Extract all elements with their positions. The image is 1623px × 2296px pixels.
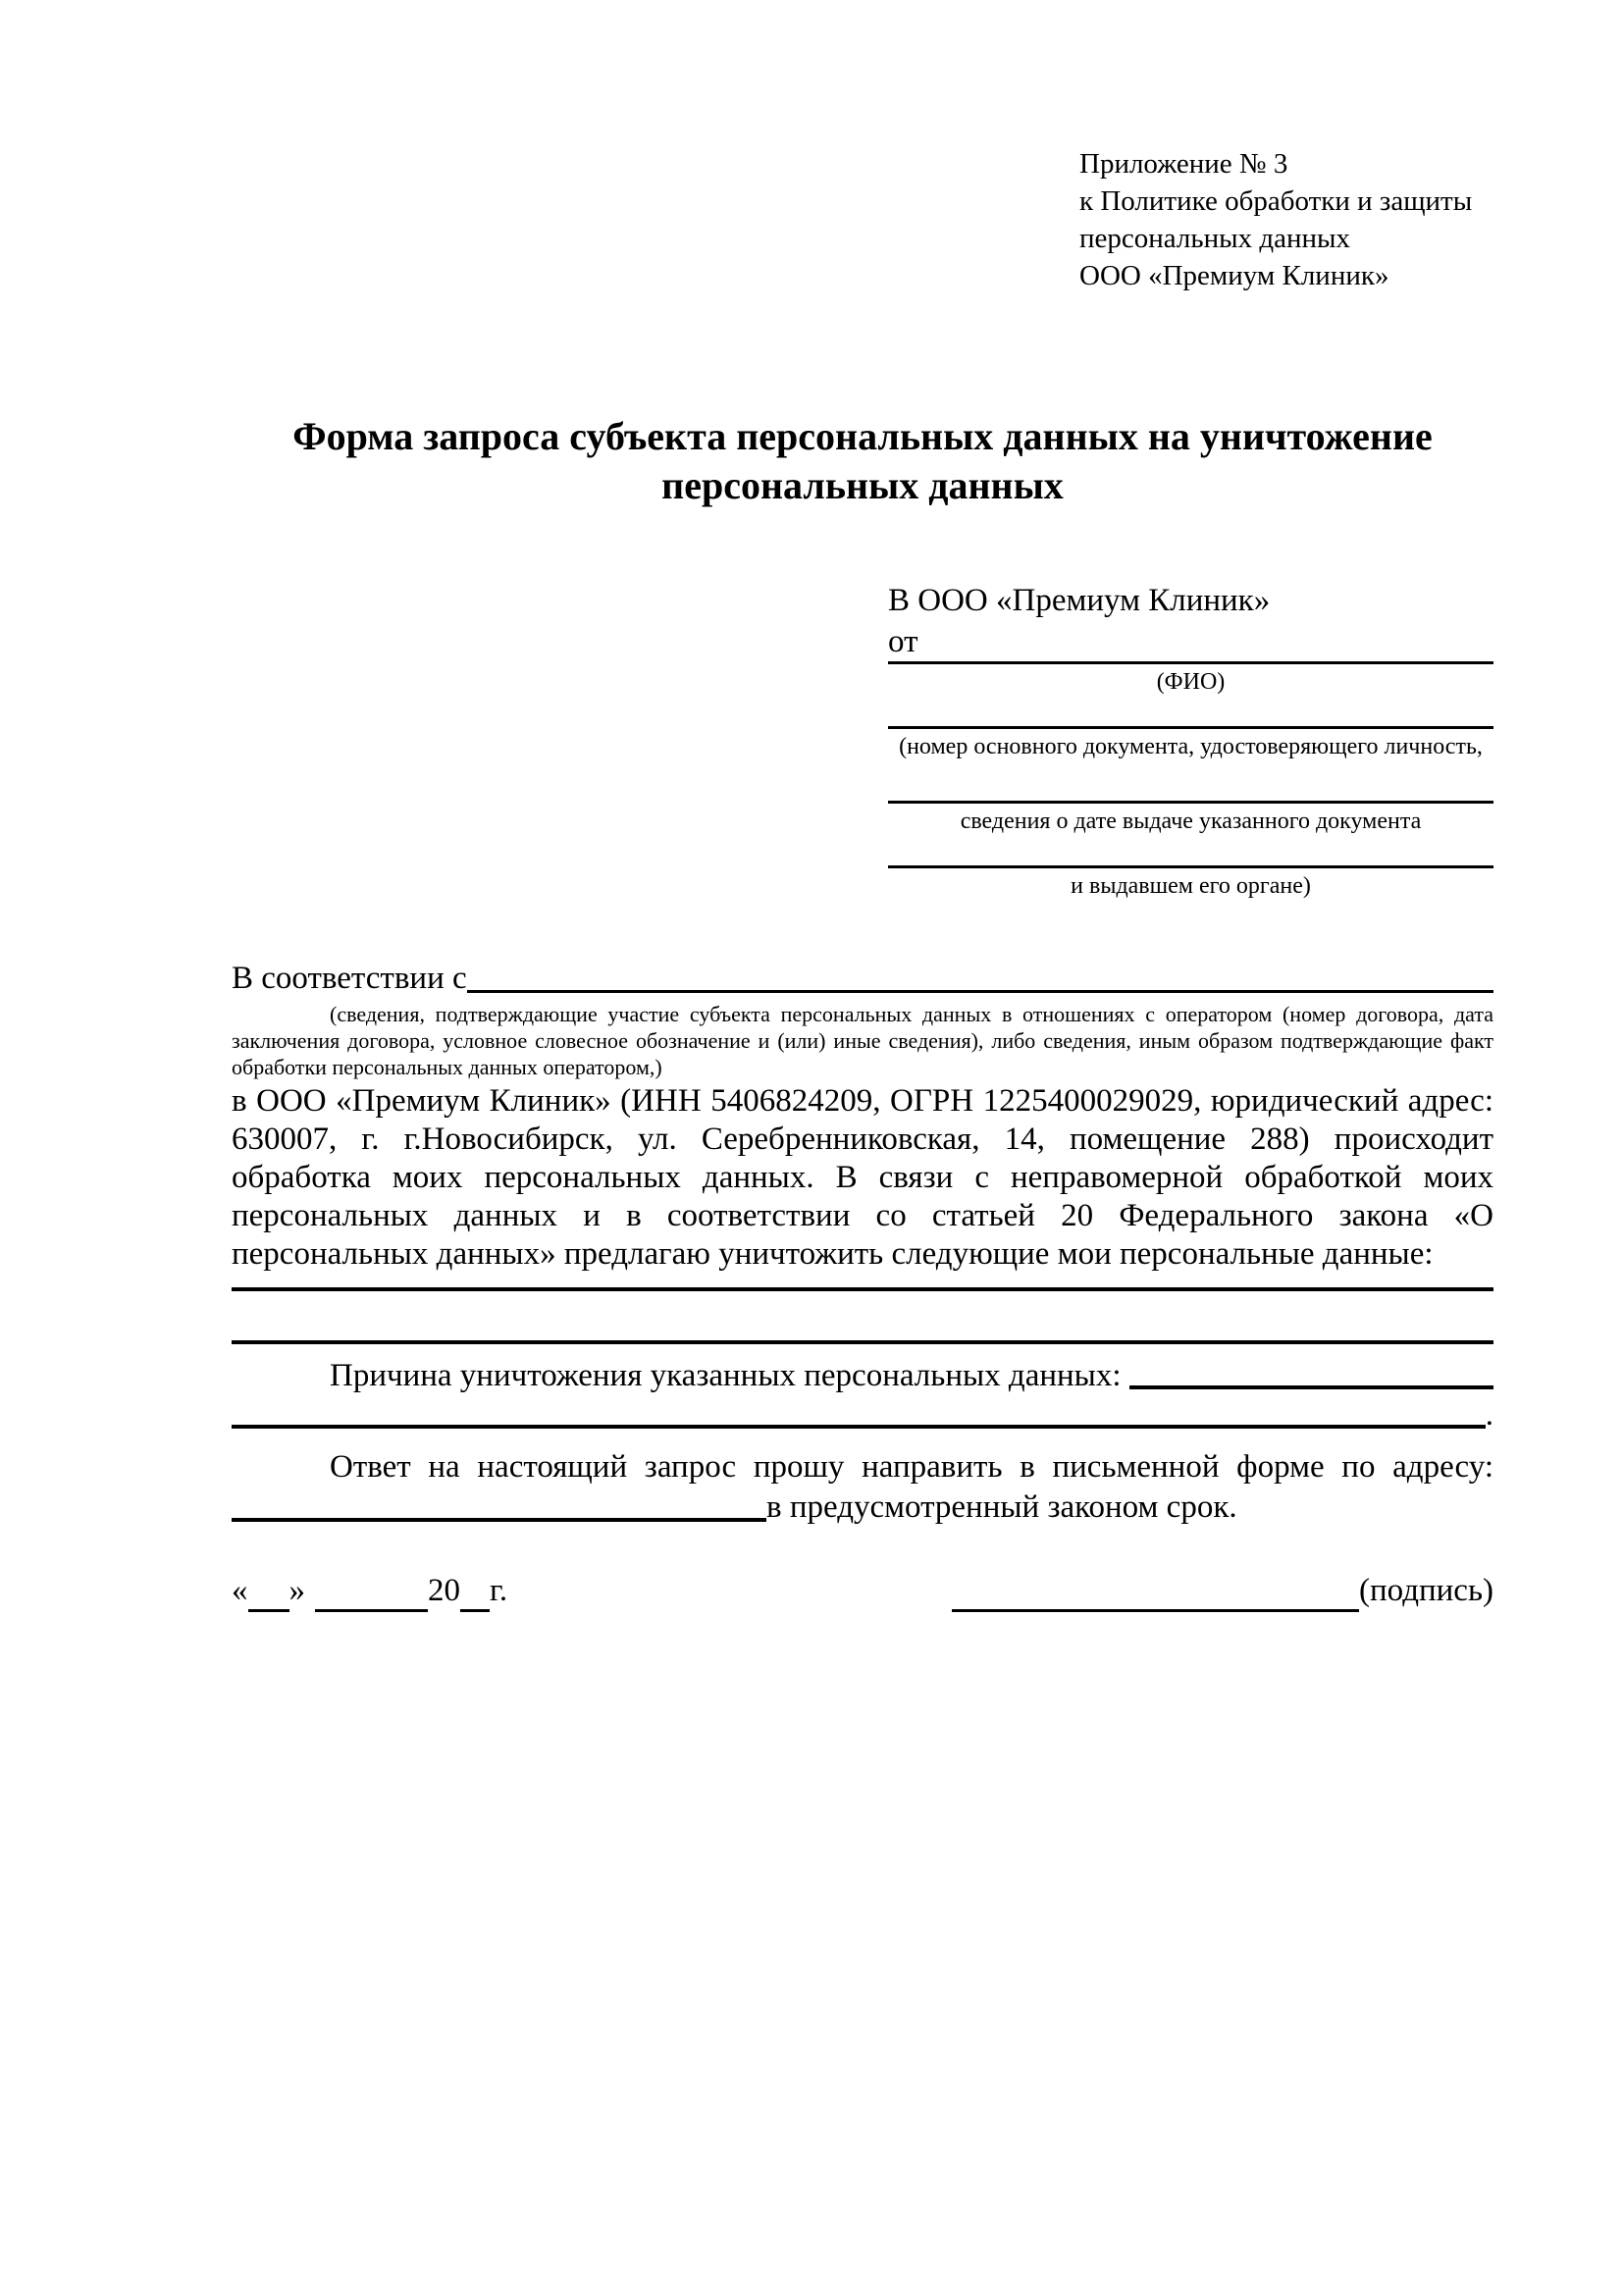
appendix-line: ООО «Премиум Клиник» — [1079, 260, 1389, 291]
reason-blank-field-2[interactable] — [232, 1395, 1486, 1429]
date-blank-day[interactable] — [248, 1578, 289, 1612]
date-line — [232, 1569, 507, 1612]
date-blank-year[interactable] — [460, 1578, 490, 1612]
id-number-caption: (номер основного документа, удостоверяющего личность, — [899, 734, 1483, 759]
addressee-from-label: от — [888, 624, 918, 659]
id-number-blank-field[interactable] — [888, 695, 1493, 729]
appendix-line: к Политике обработки и защиты — [1079, 185, 1473, 217]
accordance-blank-field[interactable] — [467, 958, 1493, 993]
response-address-blank-field[interactable] — [232, 1487, 766, 1522]
document-title: Форма запроса субъекта персональных данных на уничтожение персональных данных — [292, 414, 1433, 507]
accordance-row — [232, 958, 1493, 999]
signature-row — [232, 1569, 1493, 1612]
signature-caption: (подпись) — [1359, 1573, 1493, 1608]
reason-row — [232, 1356, 1493, 1395]
date-blank-month[interactable] — [315, 1578, 428, 1612]
accordance-label: В соответствии с — [232, 961, 467, 996]
signature-line — [952, 1569, 1493, 1612]
issuing-authority-caption: и выдавшем его органе) — [1071, 873, 1311, 899]
body-paragraph: в ООО «Премиум Клиник» (ИНН 5406824209, ОГРН 1225400029029, юридический адрес: 630007, г. г.Новосибирск, ул. Серебренниковская, 14, помещение 288) происходит обработка моих персональных данных. В связи с неправомерной обработкой моих персональных данных и в соответствии со статьей 20 Федерального закона «О персональных данных» предлагаю уничтожить следующие мои персональные данные: — [232, 1083, 1493, 1272]
reason-period: . — [1485, 1397, 1493, 1433]
date-year-prefix: 20 — [428, 1573, 460, 1608]
reason-blank-field-1[interactable] — [1129, 1356, 1493, 1389]
date-year-suffix: г. — [490, 1573, 508, 1608]
fio-caption: (ФИО) — [1156, 669, 1226, 695]
appendix-line: персональных данных — [1079, 223, 1351, 254]
reason-line2 — [232, 1395, 1493, 1435]
signature-blank-field[interactable] — [952, 1578, 1359, 1612]
personal-data-blank-field-2[interactable] — [232, 1291, 1493, 1344]
appendix-block — [1079, 145, 1493, 294]
date-open-quote: « — [232, 1573, 248, 1608]
response-text: Ответ на настоящий запрос прошу направить в письменной форме по адресу: — [330, 1449, 1493, 1485]
response-line2 — [232, 1487, 1493, 1528]
response-suffix: в предусмотренный законом срок. — [766, 1489, 1237, 1525]
issue-date-blank-field[interactable] — [888, 759, 1493, 804]
appendix-line: Приложение № 3 — [1079, 148, 1288, 180]
issuing-authority-blank-field[interactable] — [888, 834, 1493, 868]
date-close-quote: » — [288, 1573, 305, 1608]
fio-blank-field[interactable] — [888, 622, 1493, 664]
personal-data-blank-field-1[interactable] — [232, 1274, 1493, 1291]
reason-label: Причина уничтожения указанных персональных данных: — [330, 1358, 1122, 1393]
issue-date-caption: сведения о дате выдаче указанного документа — [960, 809, 1422, 834]
addressee-block — [888, 579, 1493, 899]
addressee-to: В ООО «Премиум Клиник» — [888, 583, 1271, 618]
accordance-note: (сведения, подтверждающие участие субъекта персональных данных в отношениях с оператором (номер договора, дата заключения договора, условное словесное обозначение и (или) иные сведения), либо сведения, иным образом подтверждающие факт обработки персональных данных оператором,) — [232, 1002, 1493, 1079]
